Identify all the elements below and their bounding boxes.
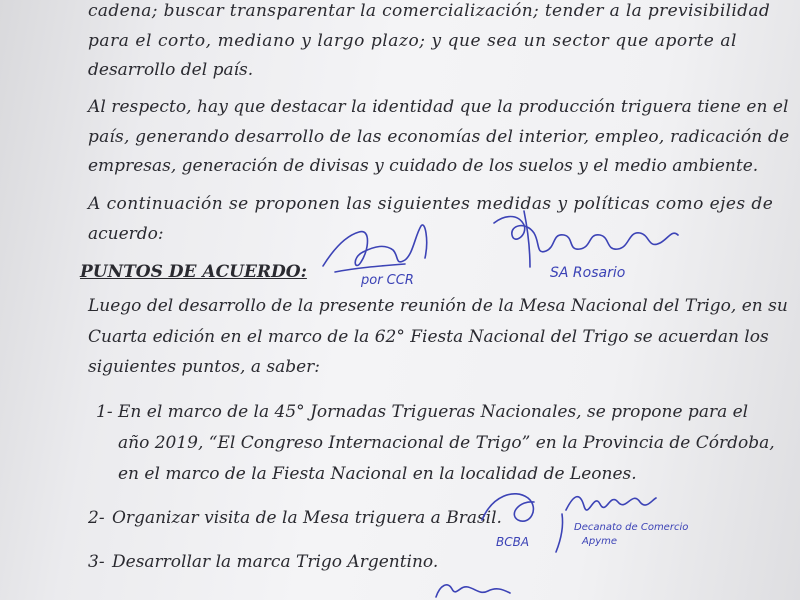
identity-line-1: Al respecto, hay que destacar la identidad que la producción triguera tiene en el — [88, 97, 789, 117]
list-item-text: En el marco de la 45° Jornadas Trigueras Nacionales, se propone para el — [118, 402, 749, 422]
signature-1 — [315, 210, 455, 290]
list-item-text: Organizar visita de la Mesa triguera a Brasil. — [112, 508, 502, 528]
signature-2-caption: SA Rosario — [550, 265, 626, 281]
measures-line-1: A continuación se proponen las siguientes medidas y políticas como ejes de — [88, 194, 774, 214]
agreement-line-2: Cuarta edición en el marco de la 62° Fiesta Nacional del Trigo se acuerdan los — [88, 327, 769, 347]
list-item-number: 1- — [96, 402, 113, 422]
list-item-text: año 2019, “El Congreso Internacional de Trigo” en la Provincia de Córdoba, — [118, 433, 775, 453]
intro-line-1: cadena; buscar transparentar la comercialización; tender a la previsibilidad — [88, 1, 771, 21]
intro-line-3: desarrollo del país. — [88, 60, 254, 80]
list-item-number: 2- — [88, 508, 105, 528]
list-item-text: Desarrollar la marca Trigo Argentino. — [112, 552, 439, 572]
signature-3-caption-line-1: Decanato de Comercio — [574, 522, 689, 533]
signature-2 — [490, 205, 690, 290]
list-item-text: en el marco de la Fiesta Nacional en la localidad de Leones. — [118, 464, 637, 484]
signature-3-caption-line-2: Apyme — [582, 536, 617, 547]
section-heading: PUNTOS DE ACUERDO: — [80, 262, 307, 282]
signature-1-caption: por CCR — [361, 273, 414, 288]
agreement-line-1: Luego del desarrollo de la presente reunión de la Mesa Nacional del Trigo, en su — [88, 296, 788, 316]
agreement-line-3: siguientes puntos, a saber: — [88, 357, 321, 377]
signature-3 — [470, 480, 700, 570]
measures-line-2: acuerdo: — [88, 224, 164, 244]
list-item-number: 3- — [88, 552, 105, 572]
identity-line-2: país, generando desarrollo de las economías del interior, empleo, radicación de — [88, 127, 790, 147]
identity-line-3: empresas, generación de divisas y cuidado de los suelos y el medio ambiente. — [88, 156, 759, 176]
intro-line-2: para el corto, mediano y largo plazo; y que sea un sector que aporte al — [88, 31, 737, 51]
signature-3-left: BCBA — [496, 535, 530, 549]
signature-4 — [430, 575, 530, 600]
